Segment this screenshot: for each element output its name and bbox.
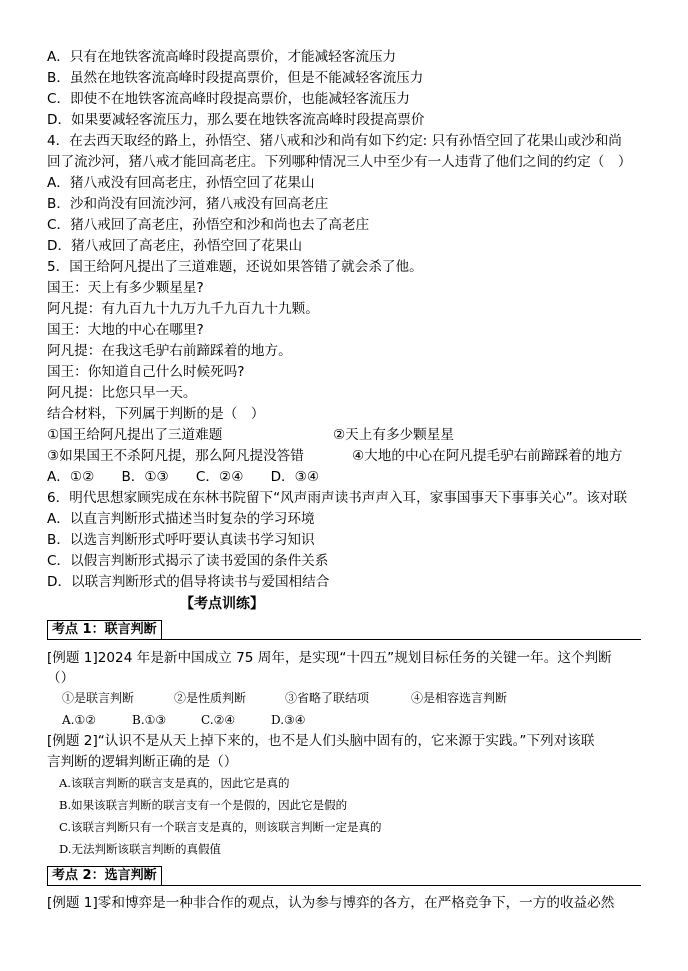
example-1-statement-2: ②是性质判断: [174, 691, 247, 705]
section-heading: 【考点训练】: [180, 596, 264, 612]
q6-stem: 6．明代思想家顾宪成在东林书院留下“风声雨声读书声声入耳，家事国事天下事事关心”。该对联: [47, 490, 628, 506]
example-2-option-b: B.如果该联言判断的联言支有一个是假的，因此它是假的: [59, 798, 348, 812]
q3-option-d: D．如果要减轻客流压力，那么要在地铁客流高峰时段提高票价: [47, 112, 425, 128]
q6-option-c: C．以假言判断形式揭示了读书爱国的条件关系: [47, 553, 329, 569]
q4-option-a: A．猪八戒没有回高老庄，孙悟空回了花果山: [47, 175, 315, 191]
q5-dialogue-2: 阿凡提：有九百九十九万九千九百九十九颗。: [47, 301, 319, 317]
example-1-stem-line1: [例题 1]2024 年是新中国成立 75 周年，是实现“十四五”规划目标任务的关键一年。这个判断: [47, 650, 612, 666]
q4-stem-line1: 4．在去西天取经的路上，孙悟空、猪八戒和沙和尚有如下约定: 只有孙悟空回了花果山或沙和尚: [47, 133, 622, 149]
example-1-choice-c: C.②④: [201, 713, 236, 727]
example-3-stem-line1: [例题 1]零和博弈是一种非合作的观点，认为参与博弈的各方，在严格竞争下，一方的收益必然: [47, 895, 615, 911]
q4-stem-line2: 回了流沙河，猪八戒才能回高老庄。下列哪种情况三人中至少有一人违背了他们之间的约定（ ）: [47, 154, 632, 170]
q5-question: 结合材料，下列属于判断的是（ ）: [47, 406, 265, 422]
q5-statement-4: ④大地的中心在阿凡提毛驴右前蹄踩着的地方: [352, 448, 623, 464]
example-1-choice-d: D.③④: [271, 713, 306, 727]
q5-statement-1: ①国王给阿凡提出了三道难题: [47, 427, 223, 443]
keypoint-1-label: 考点 1：联言判断: [47, 620, 162, 640]
q3-option-b: B．虽然在地铁客流高峰时段提高票价，但是不能减轻客流压力: [47, 70, 424, 86]
example-1-statement-4: ④是相容选言判断: [411, 691, 508, 705]
q5-dialogue-3: 国王：大地的中心在哪里?: [47, 322, 204, 338]
q5-dialogue-5: 国王：你知道自己什么时候死吗?: [47, 364, 245, 380]
q5-dialogue-6: 阿凡提：比您只早一天。: [47, 385, 197, 401]
example-1-choice-a: A.①②: [62, 713, 96, 727]
example-2-option-c: C.该联言判断只有一个联言支是真的，则该联言判断一定是真的: [59, 820, 382, 834]
q5-dialogue-4: 阿凡提：在我这毛驴右前蹄踩着的地方。: [47, 343, 292, 359]
keypoint-2-label: 考点 2：选言判断: [47, 866, 162, 886]
q5-statement-3: ③如果国王不杀阿凡提，那么阿凡提没答错: [47, 448, 304, 464]
q4-option-c: C．猪八戒回了高老庄，孙悟空和沙和尚也去了高老庄: [47, 217, 370, 233]
q5-statement-2: ②天上有多少颗星星: [333, 427, 454, 443]
example-1-statement-3: ③省略了联结项: [285, 691, 370, 705]
keypoint-1-rule: [47, 639, 641, 640]
q6-option-a: A．以直言判断形式描述当时复杂的学习环境: [47, 511, 315, 527]
q4-option-b: B．沙和尚没有回流沙河，猪八戒没有回高老庄: [47, 196, 329, 212]
q5-dialogue-1: 国王：天上有多少颗星星?: [47, 280, 204, 296]
q5-stem: 5．国王给阿凡提出了三道难题，还说如果答错了就会杀了他。: [47, 259, 423, 275]
example-1-statement-1: ①是联言判断: [62, 691, 135, 705]
example-1-stem-line2: （）: [47, 670, 75, 686]
example-2-stem-line2: 言判断的逻辑判断正确的是（）: [47, 754, 238, 770]
q6-option-d: D．以联言判断形式的倡导将读书与爱国相结合: [47, 574, 330, 590]
example-2-stem-line1: [例题 2]“认识不是从天上掉下来的，也不是人们头脑中固有的，它来源于实践。”下列对该联: [47, 733, 595, 749]
q3-option-a: A．只有在地铁客流高峰时段提高票价，才能减轻客流压力: [47, 49, 397, 65]
q5-choices: A．①② B．①③ C．②④ D．③④: [47, 469, 320, 485]
example-1-choice-b: B.①③: [132, 713, 167, 727]
q3-option-c: C．即使不在地铁客流高峰时段提高票价，也能减轻客流压力: [47, 91, 410, 107]
example-2-option-d: D.无法判断该联言判断的真假值: [59, 842, 221, 856]
q4-option-d: D．猪八戒回了高老庄，孙悟空回了花果山: [47, 238, 303, 254]
example-2-option-a: A.该联言判断的联言支是真的，因此它是真的: [59, 776, 290, 790]
keypoint-2-rule: [47, 885, 641, 886]
q6-option-b: B．以选言判断形式呼吁要认真读书学习知识: [47, 532, 315, 548]
